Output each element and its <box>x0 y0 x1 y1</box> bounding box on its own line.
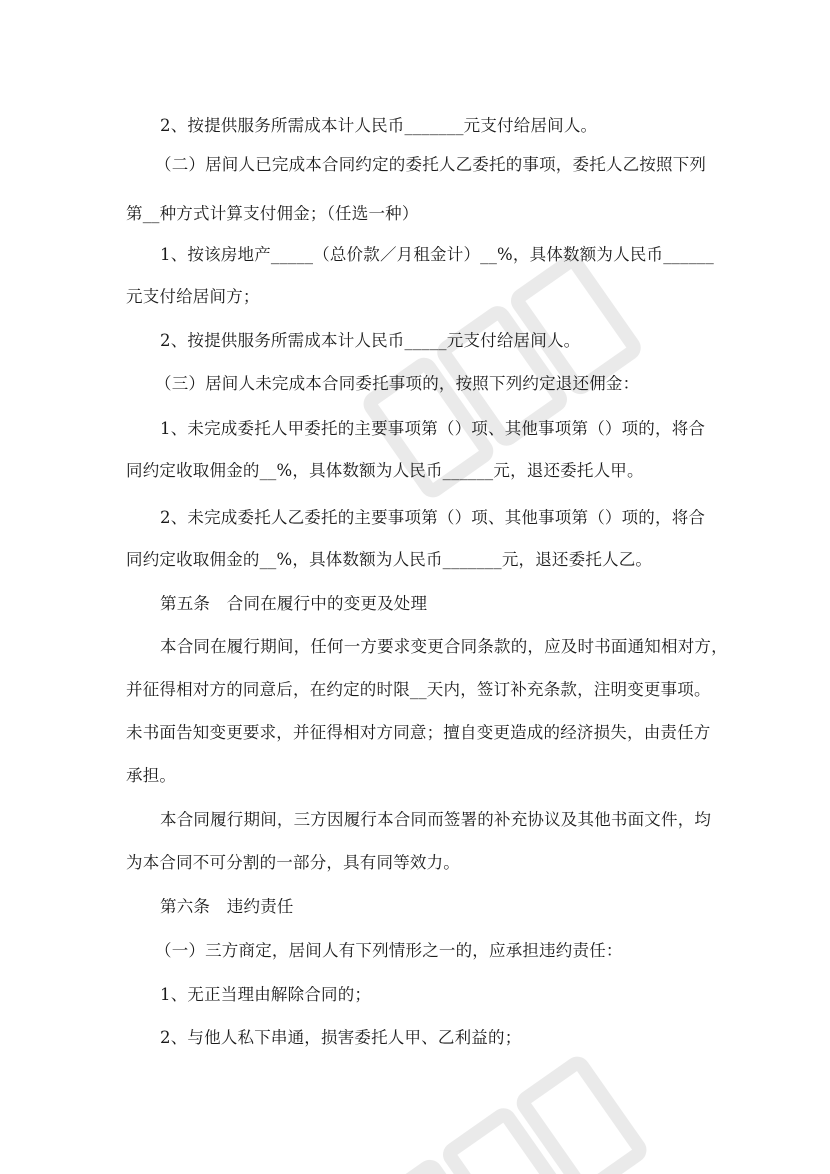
text-line: 1、未完成委托人甲委托的主要事项第（）项、其他事项第（）项的，将合 <box>160 419 706 438</box>
text-line: 元支付给居间方； <box>126 287 260 306</box>
text-line: 未书面告知变更要求，并征得相对方同意；擅自变更造成的经济损失，由责任方 <box>126 723 711 742</box>
text-line: 1、按该房地产_____（总价款／月租金计）__%，具体数额为人民币______ <box>160 245 714 264</box>
text-line: 承担。 <box>126 766 177 785</box>
section-heading: 第五条 合同在履行中的变更及处理 <box>160 594 428 613</box>
text-line: 2、与他人私下串通，损害委托人甲、乙利益的； <box>160 1028 522 1047</box>
section-heading: 第六条 违约责任 <box>160 897 294 916</box>
text-line: 2、按提供服务所需成本计人民币_____元支付给居间人。 <box>160 331 581 350</box>
text-line: 2、按提供服务所需成本计人民币_______元支付给居间人。 <box>160 116 598 135</box>
watermark-graphic-bottom <box>340 1054 670 1174</box>
text-line: 本合同履行期间，三方因履行本合同而签署的补充协议及其他书面文件，均 <box>160 810 712 829</box>
text-line: （一）三方商定，居间人有下列情形之一的，应承担违约责任： <box>155 941 623 960</box>
text-line: 同约定收取佣金的__%，具体数额为人民币______元，退还委托人甲。 <box>126 461 644 480</box>
text-line: （二）居间人已完成本合同约定的委托人乙委托的事项，委托人乙按照下列 <box>155 155 707 174</box>
text-line: （三）居间人未完成本合同委托事项的，按照下列约定退还佣金： <box>155 374 640 393</box>
text-line: 2、未完成委托人乙委托的主要事项第（）项、其他事项第（）项的，将合 <box>160 508 706 527</box>
text-line: 1、无正当理由解除合同的； <box>160 985 372 1004</box>
text-line: 第__种方式计算支付佣金；（任选一种） <box>126 204 419 223</box>
text-line: 本合同在履行期间，任何一方要求变更合同条款的，应及时书面通知相对方， <box>160 637 728 656</box>
text-line: 并征得相对方的同意后，在约定的时限__天内，签订补充条款，注明变更事项。 <box>126 680 711 699</box>
text-line: 同约定收取佣金的__%，具体数额为人民币_______元，退还委托人乙。 <box>126 550 653 569</box>
text-line: 为本合同不可分割的一部分，具有同等效力。 <box>126 853 460 872</box>
